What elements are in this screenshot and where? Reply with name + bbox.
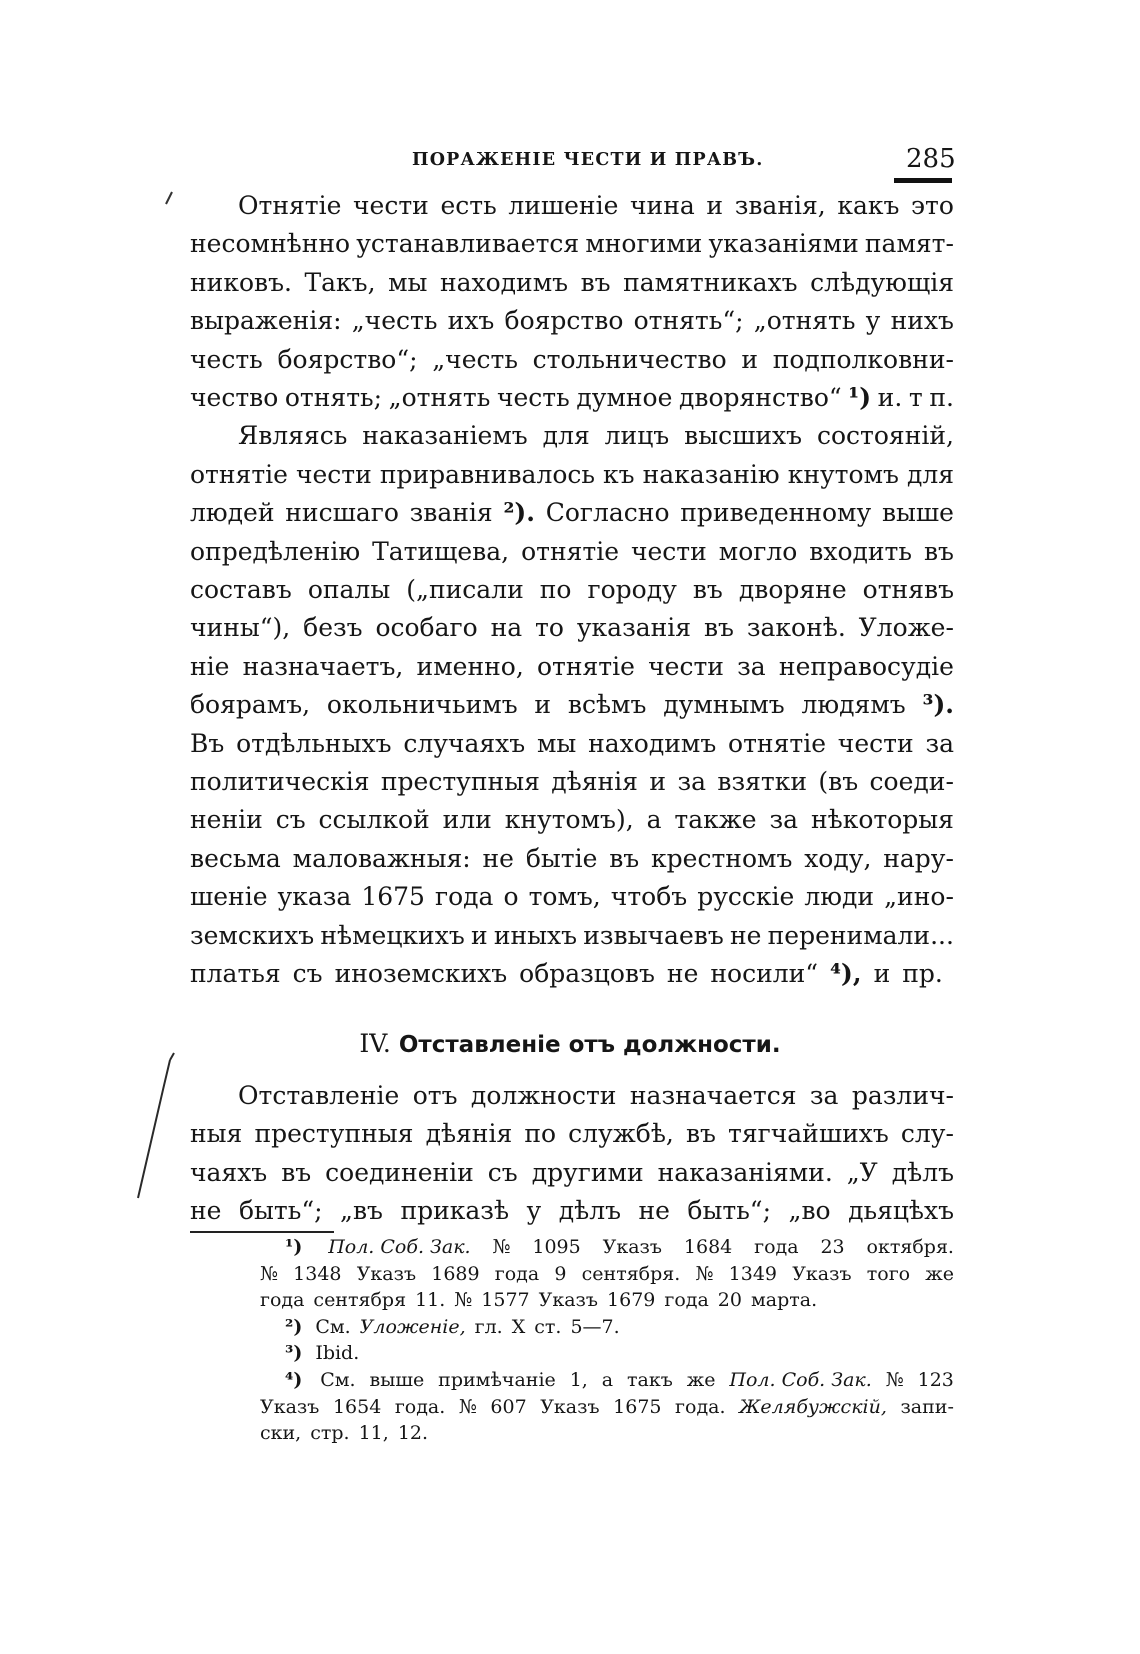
word: шеніе	[190, 882, 268, 912]
word: въ	[580, 267, 611, 297]
word: за	[769, 805, 799, 835]
word: платья	[190, 959, 281, 988]
word: приведенному	[680, 498, 872, 528]
word: чести	[630, 536, 707, 566]
word: наказаніями.	[657, 1157, 833, 1187]
word: указаніями	[708, 229, 859, 259]
word: отнять;	[284, 383, 383, 412]
word: Въ	[190, 728, 225, 758]
word: законѣ.	[746, 613, 846, 643]
footnote-word: 1,	[569, 1369, 588, 1391]
word: боярамъ,	[190, 690, 311, 720]
word: Отнятіе	[238, 191, 342, 220]
word: думное	[576, 383, 673, 412]
word: указанія	[576, 613, 692, 643]
section-number: IV.	[359, 1029, 391, 1058]
word: лишеніе	[508, 191, 619, 220]
word: и	[470, 920, 488, 950]
word: Согласно	[545, 498, 670, 528]
footnote-word: 11,	[358, 1422, 389, 1445]
word: честь	[496, 383, 570, 412]
word: иныхъ	[493, 920, 578, 950]
word: по	[524, 1119, 557, 1149]
word: опредѣленію	[190, 536, 361, 566]
footnote-reference: ¹)	[848, 383, 872, 412]
word: томъ,	[528, 882, 601, 912]
word: неніи	[190, 805, 263, 835]
word: есть	[440, 191, 497, 220]
footnote-word: Указъ	[260, 1395, 320, 1418]
footnote-word: 1679	[607, 1289, 656, 1312]
word: перенимали...	[767, 920, 954, 950]
footnote-word: №	[492, 1236, 511, 1258]
word: то	[535, 613, 564, 643]
word: указа	[277, 882, 352, 912]
word: Отставленіе	[238, 1081, 400, 1110]
word: „честь	[351, 306, 438, 336]
word: мы	[388, 267, 428, 297]
word: никовъ.	[190, 267, 292, 297]
word: отдѣльныхъ	[236, 728, 392, 758]
word: п.	[929, 383, 954, 412]
footnote-word: 1348	[293, 1262, 342, 1285]
footnote-word: 11.	[415, 1289, 446, 1312]
word: въ	[923, 536, 954, 566]
word: и	[534, 690, 552, 720]
word: отнятіе	[190, 459, 288, 489]
word: чаяхъ	[190, 1157, 268, 1187]
word: для	[542, 421, 590, 451]
footnote-word: Указъ	[538, 1289, 599, 1312]
footnote-word: года	[260, 1289, 305, 1312]
word: могло	[718, 536, 798, 566]
footnote-word: года	[754, 1236, 799, 1258]
word: соеди-	[869, 767, 954, 796]
word: дѣлъ	[558, 1196, 621, 1226]
word: отнявъ	[862, 575, 954, 604]
word: назначаетъ,	[242, 651, 404, 681]
footnote-word: года	[494, 1262, 540, 1285]
footnote-word: См.	[320, 1369, 356, 1391]
running-head: ПОРАЖЕНІЕ ЧЕСТИ И ПРАВЪ.	[412, 150, 764, 170]
word: честь	[190, 344, 263, 374]
word: неправосудіе	[778, 651, 954, 681]
word: пр.	[902, 959, 943, 988]
word: чести	[837, 728, 914, 758]
word: отъ	[412, 1081, 458, 1110]
pencil-margin-line	[138, 1060, 170, 1198]
word: („писали	[406, 575, 524, 604]
footnote-mark: ⁴)	[285, 1369, 303, 1391]
word: преступныя	[254, 1119, 414, 1149]
word: и	[873, 959, 891, 988]
word: преступныя	[380, 767, 540, 796]
word: Являясь	[238, 421, 348, 451]
word: чести	[648, 651, 724, 681]
word: „отнять	[388, 383, 491, 412]
word: дворяне	[738, 575, 847, 604]
section-title: Отставленіе отъ должности.	[398, 1032, 781, 1058]
word: (въ	[818, 767, 859, 796]
footnote-word: 12.	[397, 1422, 429, 1445]
word: другими	[531, 1157, 644, 1187]
word: выше	[881, 498, 954, 528]
word: ссылкой	[318, 805, 430, 835]
word: чтобъ	[610, 882, 688, 912]
word: также	[674, 805, 757, 835]
word: Такъ,	[304, 267, 376, 297]
word: многими	[585, 229, 703, 259]
word: подполковни-	[772, 344, 954, 374]
word: весьма	[190, 843, 281, 873]
footnote-word: Указъ	[602, 1236, 662, 1258]
footnote-reference: ²).	[503, 498, 535, 528]
footnote-word: года.	[675, 1395, 726, 1418]
footnote-word: года.	[394, 1395, 446, 1418]
footnote-word: года	[664, 1289, 709, 1312]
word: находимъ	[439, 267, 569, 297]
word: особаго	[375, 613, 478, 643]
word: боярство	[504, 306, 624, 336]
word: наказанію	[642, 459, 780, 489]
word: 1675	[361, 882, 425, 912]
footnote-word: такъ	[627, 1369, 673, 1391]
word: памятникахъ	[623, 267, 798, 297]
word: это	[911, 191, 954, 220]
word: и	[649, 767, 667, 796]
footnote-word: Указъ	[356, 1262, 417, 1285]
footnote-word: 23	[820, 1236, 845, 1258]
word: входить	[809, 536, 913, 566]
word: быть“;	[238, 1196, 323, 1226]
word: слу-	[900, 1119, 954, 1149]
word: взятки	[717, 767, 807, 796]
word: ходу,	[804, 843, 872, 873]
word: нѣмецкихъ	[320, 920, 465, 950]
word: дѣянія	[425, 1119, 513, 1149]
page-number: 285	[906, 144, 956, 174]
word: въ	[609, 843, 640, 873]
word: Уложе-	[858, 613, 954, 643]
word: назначается	[629, 1081, 797, 1110]
word: наказаніемъ	[362, 421, 528, 451]
footnote-word: 1095	[532, 1236, 581, 1258]
word: къ	[603, 459, 635, 489]
word: отнятіе	[728, 728, 826, 758]
word: съ	[292, 959, 323, 988]
word: случаяхъ	[403, 728, 526, 758]
word: ихъ	[447, 306, 495, 336]
word: „во	[788, 1196, 831, 1226]
footnote-word: №	[695, 1262, 714, 1285]
footnote-word: Указъ	[792, 1262, 852, 1285]
word: состояній,	[817, 421, 954, 451]
word: не	[638, 1196, 670, 1226]
word: нару-	[883, 843, 954, 873]
word: выраженія:	[190, 306, 342, 336]
word: службѣ,	[568, 1119, 674, 1149]
word: извычаевъ	[583, 920, 724, 950]
word: лицъ	[604, 421, 670, 451]
footnote-word: 1577	[481, 1289, 530, 1312]
footnote-word: марта.	[750, 1289, 818, 1312]
footnote-word: Указъ	[540, 1395, 600, 1418]
word: т	[908, 383, 923, 412]
footnote-word: №	[885, 1369, 904, 1391]
word: не	[666, 959, 699, 988]
word: въ	[703, 613, 734, 643]
footnote-word: 607	[490, 1395, 527, 1418]
word: находимъ	[588, 728, 717, 758]
footnote-mark: ¹)	[285, 1236, 303, 1258]
word: устанавливается	[356, 229, 580, 259]
footnote-word: 1689	[431, 1262, 480, 1285]
footnote-word: примѣчаніе	[438, 1369, 556, 1391]
footnote-word: №	[454, 1289, 473, 1312]
word: дворянство“	[679, 383, 842, 412]
word: чины“),	[190, 613, 291, 643]
footnote-word: Пол. Соб. Зак.	[328, 1236, 471, 1258]
word: отнять“;	[633, 306, 744, 336]
word: за	[737, 651, 766, 681]
word: или	[442, 805, 492, 835]
word: безъ	[303, 613, 363, 643]
word: окольничьимъ	[326, 690, 518, 720]
word: какъ	[837, 191, 900, 220]
word: несомнѣнно	[190, 229, 351, 259]
footnote-word: №	[458, 1395, 477, 1418]
word: въ	[685, 1119, 716, 1149]
word: у	[526, 1196, 542, 1226]
word: за	[677, 767, 706, 796]
word: опалы	[307, 575, 391, 604]
word: званія	[409, 498, 493, 528]
word: дѣянія	[551, 767, 638, 796]
word: кнутомъ),	[504, 805, 634, 835]
footnote-reference: ⁴),	[830, 959, 862, 988]
word: быть“;	[687, 1196, 772, 1226]
footnote-word: Пол. Соб. Зак.	[729, 1369, 872, 1391]
word: дѣлъ	[891, 1157, 954, 1187]
footnote-word: сентября.	[581, 1262, 681, 1285]
word: бытіе	[525, 843, 598, 873]
footnote-word: 1684	[683, 1236, 733, 1258]
word: приравнивалось	[379, 459, 595, 489]
footnote-word: ст.	[534, 1315, 562, 1338]
footnote-mark: ²)	[285, 1315, 303, 1338]
word: не	[729, 920, 762, 950]
pencil-tick-mark	[166, 192, 172, 204]
word: по	[539, 575, 572, 604]
word: съ	[275, 805, 306, 835]
word: отнятіе	[536, 651, 635, 681]
word: маловажныя:	[292, 843, 471, 873]
footnote-word: же	[686, 1369, 716, 1391]
footnote-word: 1675	[613, 1395, 662, 1418]
footnote-word: выше	[369, 1369, 425, 1391]
word: чество	[190, 383, 279, 412]
footnote-word: же	[925, 1262, 954, 1285]
word: о	[503, 882, 519, 912]
footnote-word: 1349	[728, 1262, 778, 1285]
word: чина	[630, 191, 695, 220]
footnote-word: октября.	[866, 1236, 954, 1258]
word: не	[190, 1196, 222, 1226]
footnote-word: Желябужскій,	[739, 1395, 887, 1418]
word: боярство“;	[277, 344, 418, 374]
word: за	[925, 728, 954, 758]
word: политическія	[190, 767, 370, 796]
word: „У	[846, 1157, 878, 1187]
footnote-word: сентября	[313, 1289, 407, 1312]
footnote-word: См.	[315, 1315, 351, 1338]
footnote-word: гл.	[474, 1315, 503, 1338]
word: соединеніи	[325, 1157, 474, 1187]
word: и	[741, 344, 759, 374]
word: иноземскихъ	[334, 959, 508, 988]
word: нисшаго	[285, 498, 399, 528]
word: для	[906, 459, 954, 489]
word: ніе	[190, 651, 230, 681]
word: и	[706, 191, 724, 220]
footnote-reference: ³).	[922, 690, 954, 720]
footnote-word: а	[601, 1369, 614, 1391]
footnote-word: №	[260, 1262, 278, 1285]
word: кнутомъ	[787, 459, 899, 489]
word: чести	[353, 191, 429, 220]
word: „отнять	[753, 306, 856, 336]
footnote-word: Ibid.	[315, 1342, 360, 1365]
word: различ-	[851, 1081, 954, 1110]
word: „въ	[340, 1196, 383, 1226]
footnote-word: 9	[554, 1262, 567, 1285]
word: стольничество	[532, 344, 727, 374]
word: людямъ	[801, 690, 906, 720]
footnote-word: 5—7.	[570, 1315, 620, 1338]
word: чести	[295, 459, 372, 489]
word: люди	[804, 882, 875, 912]
word: въ	[692, 575, 723, 604]
word: людей	[190, 498, 275, 528]
word: именно,	[416, 651, 524, 681]
word: русскіе	[697, 882, 795, 912]
word: „честь	[432, 344, 518, 374]
footnote-word: запи-	[900, 1395, 954, 1418]
word: нѣкоторыя	[810, 805, 954, 835]
word: ныя	[190, 1119, 243, 1149]
footnote-word: ски,	[260, 1422, 302, 1445]
word: составъ	[190, 575, 292, 604]
word: слѣдующія	[810, 267, 954, 297]
footnote-word: 123	[917, 1369, 954, 1391]
word: городу	[587, 575, 677, 604]
word: „ино-	[884, 882, 954, 912]
word: у	[865, 306, 881, 336]
word: нихъ	[890, 306, 954, 336]
word: съ	[487, 1157, 518, 1187]
word: Татищева,	[372, 536, 510, 566]
footnote-word: 1654	[332, 1395, 382, 1418]
word: земскихъ	[190, 920, 315, 950]
footnote-word: 20	[717, 1289, 742, 1312]
word: въ	[281, 1157, 312, 1187]
word: приказѣ	[400, 1196, 510, 1226]
word: а	[646, 805, 662, 835]
word: дьяцѣхъ	[848, 1196, 954, 1226]
word: тягчайшихъ	[728, 1119, 889, 1149]
word: высшихъ	[684, 421, 803, 451]
pencil-margin-hook	[170, 1053, 174, 1060]
footnote-word: X	[511, 1315, 526, 1338]
word: званія,	[734, 191, 826, 220]
word: носили“	[710, 959, 819, 988]
footnote-word: стр.	[310, 1422, 350, 1445]
word: на	[490, 613, 523, 643]
word: образцовъ	[519, 959, 655, 988]
word: года	[435, 882, 494, 912]
word: не	[482, 843, 514, 873]
word: крестномъ	[651, 843, 793, 873]
footnote-word: того	[866, 1262, 911, 1285]
footnote-word: Уложеніе,	[359, 1315, 466, 1338]
word: за	[809, 1081, 839, 1110]
word: мы	[536, 728, 577, 758]
footnote-mark: ³)	[285, 1342, 303, 1365]
word: всѣмъ	[567, 690, 647, 720]
word: думнымъ	[663, 690, 785, 720]
word: отнятіе	[521, 536, 620, 566]
word: должности	[470, 1081, 617, 1110]
word: и.	[877, 383, 903, 412]
word: памят-	[864, 229, 954, 259]
